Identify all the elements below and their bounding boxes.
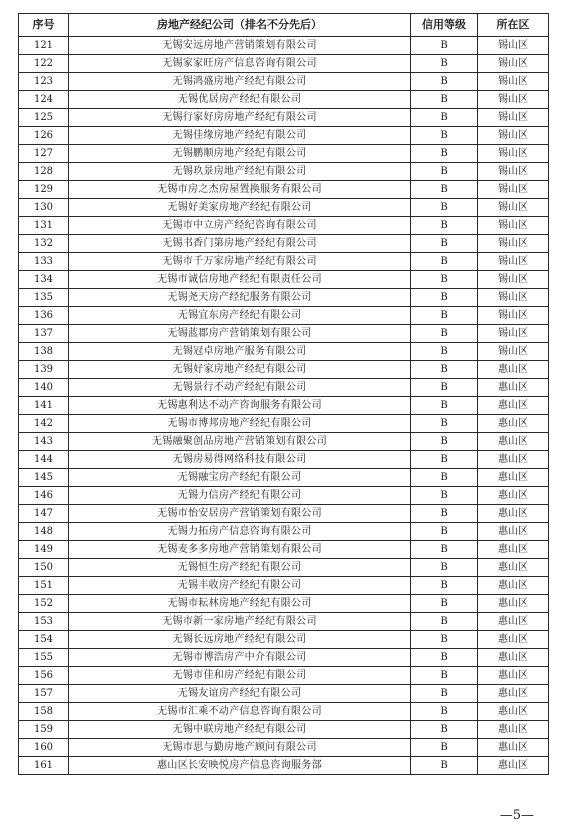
credit-level-cell: B bbox=[411, 523, 478, 541]
company-cell: 无锡恒生房产经纪有限公司 bbox=[69, 559, 411, 577]
company-cell: 无锡市怡安居房产营销策划有限公司 bbox=[69, 505, 411, 523]
district-cell: 惠山区 bbox=[478, 703, 549, 721]
credit-level-cell: B bbox=[411, 541, 478, 559]
serial-cell: 130 bbox=[19, 199, 69, 217]
table-row bbox=[19, 595, 549, 613]
table-row bbox=[19, 127, 549, 145]
table-row bbox=[19, 487, 549, 505]
serial-cell: 123 bbox=[19, 73, 69, 91]
credit-level-cell: B bbox=[411, 757, 478, 775]
table-row bbox=[19, 397, 549, 415]
district-cell: 锡山区 bbox=[478, 199, 549, 217]
table-row bbox=[19, 37, 549, 55]
company-cell: 无锡好家房地产经纪有限公司 bbox=[69, 361, 411, 379]
company-cell: 无锡宜东房产经纪有限公司 bbox=[69, 307, 411, 325]
credit-level-cell: B bbox=[411, 343, 478, 361]
company-cell: 无锡市耘林房地产经纪有限公司 bbox=[69, 595, 411, 613]
serial-cell: 127 bbox=[19, 145, 69, 163]
company-cell: 无锡蓝郡房产营销策划有限公司 bbox=[69, 325, 411, 343]
credit-level-cell: B bbox=[411, 145, 478, 163]
company-cell: 无锡市千万家房地产经纪有限公司 bbox=[69, 253, 411, 271]
credit-level-cell: B bbox=[411, 559, 478, 577]
header-district: 所在区 bbox=[478, 14, 549, 37]
table-row bbox=[19, 433, 549, 451]
table-row bbox=[19, 415, 549, 433]
table-row bbox=[19, 235, 549, 253]
credit-level-cell: B bbox=[411, 613, 478, 631]
company-cell: 无锡书香门第房地产经纪有限公司 bbox=[69, 235, 411, 253]
company-cell: 无锡尧天房产经纪服务有限公司 bbox=[69, 289, 411, 307]
page-number: —5— bbox=[499, 808, 534, 823]
table-row bbox=[19, 649, 549, 667]
header-credit-level: 信用等级 bbox=[411, 14, 478, 37]
credit-level-cell: B bbox=[411, 37, 478, 55]
district-cell: 锡山区 bbox=[478, 163, 549, 181]
district-cell: 惠山区 bbox=[478, 685, 549, 703]
serial-cell: 124 bbox=[19, 91, 69, 109]
serial-cell: 160 bbox=[19, 739, 69, 757]
table-header-row bbox=[19, 14, 549, 37]
credit-level-cell: B bbox=[411, 325, 478, 343]
district-cell: 锡山区 bbox=[478, 325, 549, 343]
credit-level-cell: B bbox=[411, 451, 478, 469]
serial-cell: 134 bbox=[19, 271, 69, 289]
credit-level-cell: B bbox=[411, 649, 478, 667]
district-cell: 惠山区 bbox=[478, 595, 549, 613]
table-row bbox=[19, 685, 549, 703]
credit-level-cell: B bbox=[411, 91, 478, 109]
company-cell: 无锡市新一家房地产经纪有限公司 bbox=[69, 613, 411, 631]
district-cell: 锡山区 bbox=[478, 127, 549, 145]
credit-level-cell: B bbox=[411, 739, 478, 757]
district-cell: 锡山区 bbox=[478, 91, 549, 109]
credit-level-cell: B bbox=[411, 667, 478, 685]
district-cell: 锡山区 bbox=[478, 289, 549, 307]
serial-cell: 148 bbox=[19, 523, 69, 541]
credit-level-cell: B bbox=[411, 307, 478, 325]
table-body bbox=[19, 37, 549, 775]
serial-cell: 128 bbox=[19, 163, 69, 181]
serial-cell: 122 bbox=[19, 55, 69, 73]
serial-cell: 143 bbox=[19, 433, 69, 451]
table-row bbox=[19, 379, 549, 397]
table-row bbox=[19, 559, 549, 577]
district-cell: 惠山区 bbox=[478, 739, 549, 757]
table-row bbox=[19, 757, 549, 775]
table-row bbox=[19, 739, 549, 757]
serial-cell: 142 bbox=[19, 415, 69, 433]
table-row bbox=[19, 73, 549, 91]
table-row bbox=[19, 541, 549, 559]
serial-cell: 151 bbox=[19, 577, 69, 595]
credit-level-cell: B bbox=[411, 109, 478, 127]
company-cell: 无锡市博邦房地产经纪有限公司 bbox=[69, 415, 411, 433]
district-cell: 锡山区 bbox=[478, 109, 549, 127]
table-row bbox=[19, 199, 549, 217]
company-cell: 无锡冠卓房地产服务有限公司 bbox=[69, 343, 411, 361]
serial-cell: 131 bbox=[19, 217, 69, 235]
company-cell: 无锡佳缘房地产经纪有限公司 bbox=[69, 127, 411, 145]
district-cell: 惠山区 bbox=[478, 451, 549, 469]
table-row bbox=[19, 163, 549, 181]
serial-cell: 152 bbox=[19, 595, 69, 613]
credit-level-cell: B bbox=[411, 703, 478, 721]
district-cell: 惠山区 bbox=[478, 559, 549, 577]
table-row bbox=[19, 667, 549, 685]
credit-level-cell: B bbox=[411, 199, 478, 217]
credit-level-cell: B bbox=[411, 217, 478, 235]
company-cell: 无锡力拓房产信息咨询有限公司 bbox=[69, 523, 411, 541]
district-cell: 锡山区 bbox=[478, 55, 549, 73]
district-cell: 惠山区 bbox=[478, 505, 549, 523]
table-row bbox=[19, 343, 549, 361]
header-company: 房地产经纪公司（排名不分先后） bbox=[69, 14, 411, 37]
credit-level-cell: B bbox=[411, 577, 478, 595]
table-row bbox=[19, 361, 549, 379]
table-row bbox=[19, 631, 549, 649]
credit-level-cell: B bbox=[411, 397, 478, 415]
credit-level-cell: B bbox=[411, 73, 478, 91]
district-cell: 惠山区 bbox=[478, 523, 549, 541]
table-row bbox=[19, 577, 549, 595]
company-cell: 无锡行家好房房地产经纪有限公司 bbox=[69, 109, 411, 127]
company-cell: 无锡力信房产经纪有限公司 bbox=[69, 487, 411, 505]
credit-level-cell: B bbox=[411, 595, 478, 613]
serial-cell: 140 bbox=[19, 379, 69, 397]
table-row bbox=[19, 307, 549, 325]
company-cell: 无锡市思与勤房地产顾问有限公司 bbox=[69, 739, 411, 757]
district-cell: 惠山区 bbox=[478, 613, 549, 631]
serial-cell: 144 bbox=[19, 451, 69, 469]
district-cell: 锡山区 bbox=[478, 181, 549, 199]
table-row bbox=[19, 325, 549, 343]
district-cell: 锡山区 bbox=[478, 217, 549, 235]
table-row bbox=[19, 613, 549, 631]
table-row bbox=[19, 271, 549, 289]
serial-cell: 161 bbox=[19, 757, 69, 775]
district-cell: 惠山区 bbox=[478, 469, 549, 487]
table-row bbox=[19, 145, 549, 163]
company-cell: 无锡惠利达不动产咨询服务有限公司 bbox=[69, 397, 411, 415]
table-row bbox=[19, 505, 549, 523]
serial-cell: 135 bbox=[19, 289, 69, 307]
serial-cell: 153 bbox=[19, 613, 69, 631]
credit-level-cell: B bbox=[411, 271, 478, 289]
district-cell: 惠山区 bbox=[478, 415, 549, 433]
table-row bbox=[19, 469, 549, 487]
company-cell: 无锡市中立房产经纪咨询有限公司 bbox=[69, 217, 411, 235]
company-cell: 无锡中联房地产经纪有限公司 bbox=[69, 721, 411, 739]
company-cell: 无锡玖景房地产经纪有限公司 bbox=[69, 163, 411, 181]
table-row bbox=[19, 55, 549, 73]
table-row bbox=[19, 289, 549, 307]
company-cell: 无锡鹏顺房地产经纪有限公司 bbox=[69, 145, 411, 163]
table-row bbox=[19, 181, 549, 199]
credit-level-cell: B bbox=[411, 487, 478, 505]
district-cell: 锡山区 bbox=[478, 145, 549, 163]
table-row bbox=[19, 721, 549, 739]
district-cell: 惠山区 bbox=[478, 541, 549, 559]
company-credit-table bbox=[18, 13, 549, 775]
serial-cell: 145 bbox=[19, 469, 69, 487]
district-cell: 惠山区 bbox=[478, 577, 549, 595]
table-row bbox=[19, 109, 549, 127]
company-cell: 无锡市汇乘不动产信息咨询有限公司 bbox=[69, 703, 411, 721]
credit-level-cell: B bbox=[411, 289, 478, 307]
credit-level-cell: B bbox=[411, 415, 478, 433]
district-cell: 惠山区 bbox=[478, 649, 549, 667]
district-cell: 锡山区 bbox=[478, 235, 549, 253]
table-row bbox=[19, 217, 549, 235]
serial-cell: 132 bbox=[19, 235, 69, 253]
table-row bbox=[19, 451, 549, 469]
company-cell: 无锡麦多多房地产营销策划有限公司 bbox=[69, 541, 411, 559]
serial-cell: 155 bbox=[19, 649, 69, 667]
company-cell: 无锡市博浩房产中介有限公司 bbox=[69, 649, 411, 667]
district-cell: 锡山区 bbox=[478, 37, 549, 55]
company-cell: 无锡市房之杰房屋置换服务有限公司 bbox=[69, 181, 411, 199]
serial-cell: 136 bbox=[19, 307, 69, 325]
serial-cell: 138 bbox=[19, 343, 69, 361]
company-cell: 无锡融聚创品房地产营销策划有限公司 bbox=[69, 433, 411, 451]
company-cell: 无锡市佳和房产经纪有限公司 bbox=[69, 667, 411, 685]
company-cell: 无锡景行不动产经纪有限公司 bbox=[69, 379, 411, 397]
company-cell: 无锡安远房地产营销策划有限公司 bbox=[69, 37, 411, 55]
company-cell: 无锡市诚信房地产经纪有限责任公司 bbox=[69, 271, 411, 289]
district-cell: 惠山区 bbox=[478, 361, 549, 379]
district-cell: 惠山区 bbox=[478, 631, 549, 649]
serial-cell: 139 bbox=[19, 361, 69, 379]
district-cell: 锡山区 bbox=[478, 253, 549, 271]
serial-cell: 154 bbox=[19, 631, 69, 649]
serial-cell: 125 bbox=[19, 109, 69, 127]
serial-cell: 149 bbox=[19, 541, 69, 559]
table-row bbox=[19, 523, 549, 541]
district-cell: 惠山区 bbox=[478, 379, 549, 397]
credit-level-cell: B bbox=[411, 253, 478, 271]
company-cell: 惠山区长安映悦房产信息咨询服务部 bbox=[69, 757, 411, 775]
serial-cell: 150 bbox=[19, 559, 69, 577]
company-cell: 无锡融宝房产经纪有限公司 bbox=[69, 469, 411, 487]
district-cell: 惠山区 bbox=[478, 487, 549, 505]
serial-cell: 129 bbox=[19, 181, 69, 199]
district-cell: 惠山区 bbox=[478, 397, 549, 415]
table-row bbox=[19, 253, 549, 271]
credit-level-cell: B bbox=[411, 181, 478, 199]
serial-cell: 147 bbox=[19, 505, 69, 523]
serial-cell: 121 bbox=[19, 37, 69, 55]
company-cell: 无锡家家旺房产信息咨询有限公司 bbox=[69, 55, 411, 73]
district-cell: 锡山区 bbox=[478, 343, 549, 361]
company-cell: 无锡优居房产经纪有限公司 bbox=[69, 91, 411, 109]
credit-level-cell: B bbox=[411, 721, 478, 739]
table-row bbox=[19, 703, 549, 721]
serial-cell: 156 bbox=[19, 667, 69, 685]
credit-level-cell: B bbox=[411, 379, 478, 397]
serial-cell: 137 bbox=[19, 325, 69, 343]
company-cell: 无锡丰收房产经纪有限公司 bbox=[69, 577, 411, 595]
credit-level-cell: B bbox=[411, 433, 478, 451]
serial-cell: 133 bbox=[19, 253, 69, 271]
district-cell: 惠山区 bbox=[478, 433, 549, 451]
credit-level-cell: B bbox=[411, 127, 478, 145]
credit-level-cell: B bbox=[411, 55, 478, 73]
header-serial: 序号 bbox=[19, 14, 69, 37]
credit-level-cell: B bbox=[411, 469, 478, 487]
credit-level-cell: B bbox=[411, 361, 478, 379]
district-cell: 锡山区 bbox=[478, 73, 549, 91]
credit-level-cell: B bbox=[411, 505, 478, 523]
company-cell: 无锡长远房地产经纪有限公司 bbox=[69, 631, 411, 649]
district-cell: 惠山区 bbox=[478, 721, 549, 739]
district-cell: 惠山区 bbox=[478, 667, 549, 685]
district-cell: 惠山区 bbox=[478, 757, 549, 775]
company-cell: 无锡友谊房产经纪有限公司 bbox=[69, 685, 411, 703]
table-row bbox=[19, 91, 549, 109]
district-cell: 锡山区 bbox=[478, 307, 549, 325]
serial-cell: 126 bbox=[19, 127, 69, 145]
company-cell: 无锡好美家房地产经纪有限公司 bbox=[69, 199, 411, 217]
credit-level-cell: B bbox=[411, 631, 478, 649]
serial-cell: 146 bbox=[19, 487, 69, 505]
credit-level-cell: B bbox=[411, 163, 478, 181]
credit-level-cell: B bbox=[411, 685, 478, 703]
serial-cell: 141 bbox=[19, 397, 69, 415]
serial-cell: 157 bbox=[19, 685, 69, 703]
credit-level-cell: B bbox=[411, 235, 478, 253]
company-cell: 无锡房易得网络科技有限公司 bbox=[69, 451, 411, 469]
serial-cell: 159 bbox=[19, 721, 69, 739]
serial-cell: 158 bbox=[19, 703, 69, 721]
district-cell: 锡山区 bbox=[478, 271, 549, 289]
company-cell: 无锡鸿盛房地产经纪有限公司 bbox=[69, 73, 411, 91]
